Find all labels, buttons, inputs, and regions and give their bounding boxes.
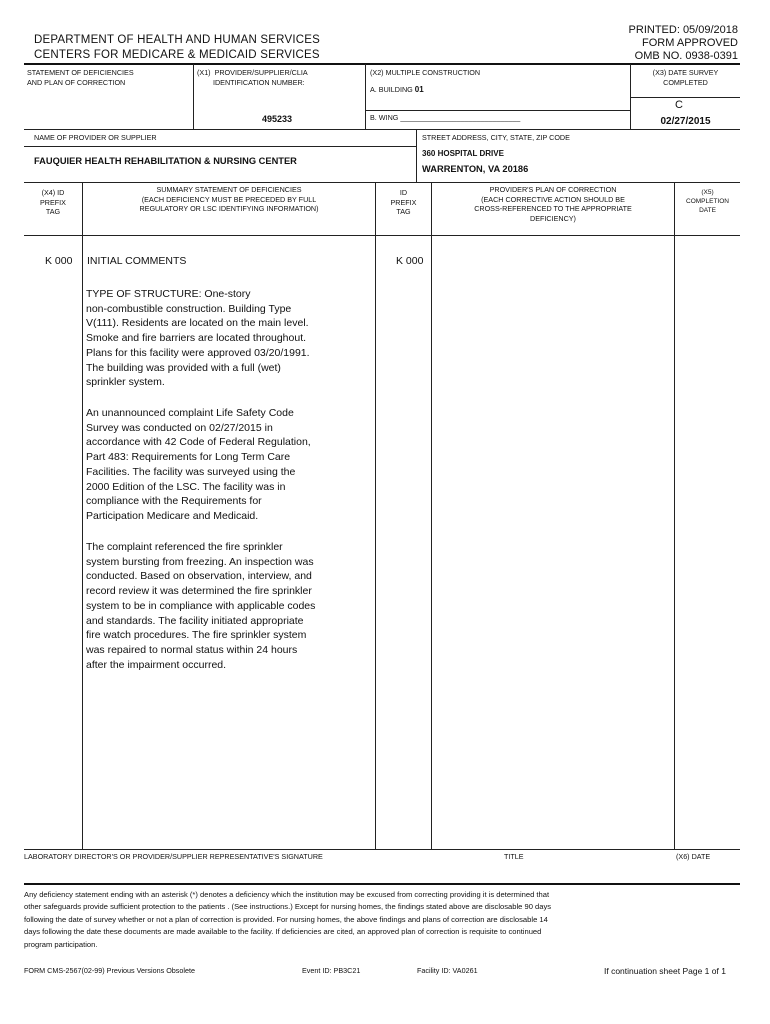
date-label: (X6) DATE (676, 852, 711, 861)
x3-date: 02/27/2015 (660, 116, 711, 127)
col-divider-x4 (82, 183, 83, 849)
x4-header: (X4) ID PREFIX TAG (40, 188, 66, 216)
row1-divider-2 (365, 64, 366, 130)
x3-label: (X3) DATE SURVEY COMPLETED (652, 68, 719, 87)
statement-label: STATEMENT OF DEFICIENCIES AND PLAN OF CORRECTION (27, 68, 134, 87)
building-value: 01 (414, 85, 424, 94)
x2-label: (X2) MULTIPLE CONSTRUCTION (370, 68, 481, 77)
col-divider-summary (375, 183, 376, 849)
disclaimer-text: Any deficiency statement ending with an asterisk (*) denotes a deficiency which the institution may be excused from correcting providing it is determined that other safeguards provide sufficient protection to the patients . (See instructions.) Except for nursing homes, the findings stated above are disclosable 90 days following the date of survey whether or not a plan of correction is provided. For nursing homes, the above findings and plans of correction are disclosable 14 days following the date these documents are made available to the facility. If deficiencies are cited, an approved plan of correction is requisite to continued program participation. (24, 890, 552, 949)
title-label: TITLE (504, 852, 524, 861)
id-header: ID PREFIX TAG (390, 188, 417, 216)
x3-code: C (675, 99, 683, 111)
x5-header: (X5) COMPLETION DATE (686, 189, 729, 214)
form-header-right (629, 24, 738, 63)
top-rule (24, 63, 740, 65)
signature-label: LABORATORY DIRECTOR'S OR PROVIDER/SUPPLIER REPRESENTATIVE'S SIGNATURE (24, 852, 323, 861)
building-label: A. BUILDING (370, 85, 413, 94)
provider-number: 495233 (262, 114, 293, 124)
x1-label: (X1) PROVIDER/SUPPLIER/CLIA IDENTIFICATION NUMBER: (197, 68, 308, 87)
department-name: DEPARTMENT OF HEALTH AND HUMAN SERVICES (34, 34, 320, 46)
row1-divider-1 (193, 64, 194, 130)
x3-header-rule (631, 97, 740, 98)
event-id: Event ID: PB3C21 (302, 966, 361, 975)
city-state-zip: WARRENTON, VA 20186 (422, 164, 529, 174)
wing-field: B. WING ______________________________ (370, 113, 521, 122)
entry-tag: K 000 (45, 255, 73, 267)
signature-bottom-rule (24, 883, 740, 885)
provider-name-label: NAME OF PROVIDER OR SUPPLIER (34, 133, 157, 142)
entry-title: INITIAL COMMENTS (87, 255, 187, 267)
omb-number: OMB NO. 0938-0391 (634, 50, 738, 62)
centers-name: CENTERS FOR MEDICARE & MEDICAID SERVICES (34, 49, 320, 61)
row1-bottom-rule (24, 129, 740, 130)
summary-header: SUMMARY STATEMENT OF DEFICIENCIES (EACH DEFICIENCY MUST BE PRECEDED BY FULL REGULATORY OR LSC IDENTIFYING INFORMATION) (139, 185, 319, 213)
provider-bottom-rule (24, 182, 740, 183)
provider-name: FAUQUIER HEALTH REHABILITATION & NURSING CENTER (34, 156, 297, 166)
table-bottom-rule (24, 849, 740, 850)
facility-id: Facility ID: VA0261 (417, 966, 478, 975)
building-field (370, 85, 424, 95)
form-approved: FORM APPROVED (642, 37, 738, 49)
address-label: STREET ADDRESS, CITY, STATE, ZIP CODE (422, 133, 570, 142)
form-number: FORM CMS-2567(02-99) Previous Versions Obsolete (24, 966, 195, 975)
entry-paragraph-survey: An unannounced complaint Life Safety Code Survey was conducted on 02/27/2015 in accordance with 42 Code of Federal Regulation, Part 483: Requirements for Long Term Care Facilities. The facility was surveyed using the 2000 Edition of the LSC. The facility was in compliance with the Requirements for Participation Medicare and Medicaid. (86, 407, 311, 522)
building-wing-rule (366, 110, 630, 111)
street-address: 360 HOSPITAL DRIVE (422, 149, 504, 158)
provider-divider (416, 130, 417, 183)
printed-date: PRINTED: 05/09/2018 (628, 24, 738, 36)
col-divider-id (431, 183, 432, 849)
column-header-bottom-rule (24, 235, 740, 236)
entry-paragraph-complaint: The complaint referenced the fire sprinkler system bursting from freezing. An inspection was conducted. Based on observation, interview, and record review it was determined the fire sprinkler system to be in compliance with applicable codes and standards. The facility initiated appropriate fire watch procedures. The fire sprinkler system was repaired to normal status within 24 hours after the impairment occurred. (86, 541, 316, 671)
department-header (34, 33, 320, 63)
provider-name-rule (24, 146, 416, 147)
plan-header: PROVIDER'S PLAN OF CORRECTION (EACH CORRECTIVE ACTION SHOULD BE CROSS-REFERENCED TO THE APPROPRIATE DEFICIENCY) (474, 185, 632, 223)
entry-id-tag: K 000 (396, 255, 424, 267)
col-divider-plan (674, 183, 675, 849)
page-indicator: If continuation sheet Page 1 of 1 (604, 966, 726, 976)
entry-paragraph-structure: TYPE OF STRUCTURE: One-story non-combustible construction. Building Type V(111). Residents are located on the main level. Smoke and fire barriers are located throughout. Plans for this facility were approved 03/20/1991. The building was provided with a full (wet) sprinkler system. (86, 288, 310, 389)
